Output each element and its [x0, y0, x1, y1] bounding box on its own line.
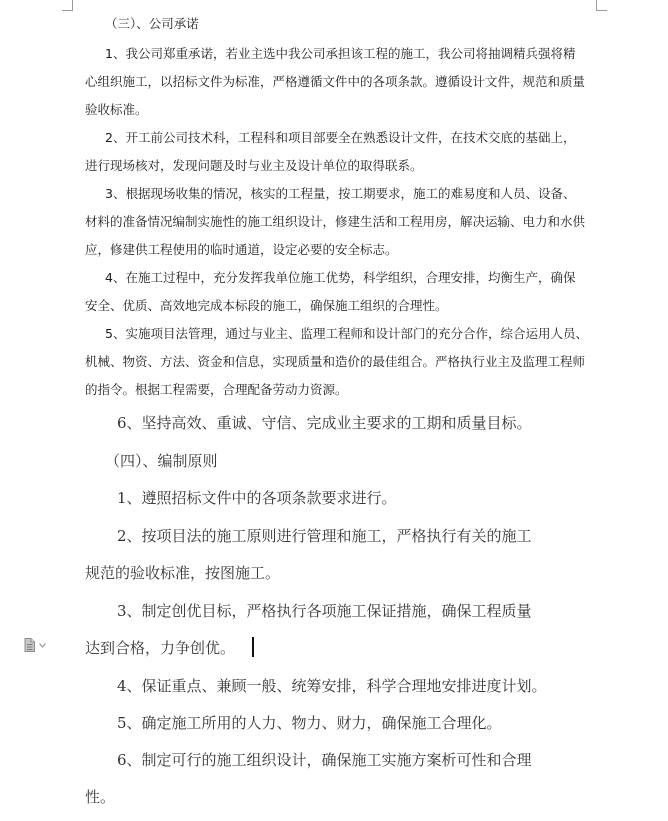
paragraph-line[interactable]: 心组织施工，以招标文件为标准，严格遵循文件中的各项条款。遵循设计文件，规范和质量	[85, 74, 586, 89]
paragraph-line[interactable]: 6、坚持高效、重诚、守信、完成业主要求的工期和质量目标。	[117, 414, 532, 432]
paragraph-line[interactable]: 安全、优质、高效地完成本标段的施工，确保施工组织的合理性。	[85, 298, 448, 313]
paragraph-line[interactable]: 应，修建供工程使用的临时通道，设定必要的安全标志。	[85, 242, 398, 257]
paragraph-line[interactable]: 3、制定创优目标，严格执行各项施工保证措施，确保工程质量	[117, 602, 532, 620]
text-cursor	[252, 637, 254, 657]
paragraph-line[interactable]: 4、保证重点、兼顾一般、统筹安排，科学合理地安排进度计划。	[117, 677, 547, 695]
paragraph-line[interactable]: 验收标准。	[85, 102, 148, 117]
paragraph-line[interactable]: 3、根据现场收集的情况，核实的工程量，按工期要求，施工的难易度和人员、设备、	[105, 186, 576, 201]
paragraph-options-button[interactable]	[24, 637, 50, 653]
margin-corner-mark-right	[596, 0, 607, 11]
paragraph-line[interactable]: 2、按项目法的施工原则进行管理和施工，严格执行有关的施工	[117, 527, 532, 545]
paragraph-line[interactable]: 5、实施项目法管理，通过与业主、监理工程师和设计部门的充分合作，综合运用人员、	[105, 326, 588, 341]
paragraph-line[interactable]: 4、在施工过程中，充分发挥我单位施工优势，科学组织，合理安排，均衡生产，确保	[105, 270, 576, 285]
paragraph-line[interactable]: 进行现场核对，发现问题及时与业主及设计单位的取得联系。	[85, 158, 423, 173]
paragraph-line[interactable]: 性。	[85, 788, 116, 806]
document-icon	[24, 638, 35, 652]
section-heading: （三）、公司承诺	[105, 16, 199, 31]
paragraph-line[interactable]: 机械、物资、方法、资金和信息，实现质量和造价的最佳组合。严格执行业主及监理工程师	[85, 354, 586, 369]
paragraph-line[interactable]: 2、开工前公司技术科，工程科和项目部要全在熟悉设计文件，在技术交底的基础上，	[105, 130, 576, 145]
paragraph-line[interactable]: 规范的验收标准，按图施工。	[85, 564, 281, 582]
paragraph-line[interactable]: 达到合格，力争创优。	[85, 639, 236, 657]
paragraph-line[interactable]: 1、遵照招标文件中的各项条款要求进行。	[117, 489, 397, 507]
paragraph-line[interactable]: 5、确定施工所用的人力、物力、财力，确保施工合理化。	[117, 714, 502, 732]
margin-corner-mark-left	[62, 0, 73, 11]
paragraph-line[interactable]: 1、我公司郑重承诺，若业主选中我公司承担该工程的施工，我公司将抽调精兵强将精	[105, 46, 576, 61]
chevron-down-icon	[39, 643, 46, 648]
paragraph-line[interactable]: 材料的准备情况编制实施性的施工组织设计，修建生活和工程用房，解决运输、电力和水供	[85, 214, 586, 229]
paragraph-line[interactable]: 6、制定可行的施工组织设计，确保施工实施方案析可性和合理	[117, 751, 532, 769]
section-heading: （四）、编制原则	[105, 452, 218, 470]
paragraph-line[interactable]: 的指令。根据工程需要，合理配备劳动力资源。	[85, 382, 348, 397]
